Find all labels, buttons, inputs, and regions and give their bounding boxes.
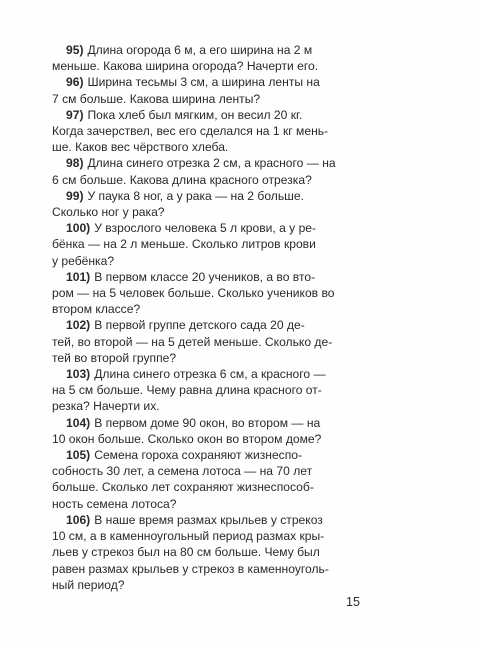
problem-text: Ширина тесьмы 3 см, а ширина ленты на [87,75,320,90]
problem-line: собность 30 лет, а семена лотоса — на 70 лет [52,464,313,479]
problem-line: ше. Каков вес чёрствого хлеба. [52,140,229,155]
problem-number: 103) [66,367,91,382]
problem-first-line [52,317,368,333]
problem-item [52,366,368,415]
problem-line: ный период? [52,577,125,592]
problem-text: В наше время размах крыльев у стрекоз [94,512,323,527]
problem-line: у ребёнка? [52,253,115,268]
problem-number: 95) [66,43,84,57]
problem-first-line [52,366,368,382]
problem-text: В первом доме 90 окон, во втором — на [94,415,321,430]
problem-first-line [52,107,368,123]
problem-line: на 5 см больше. Чему равна длина красного от- [52,383,322,398]
problem-number: 101) [66,269,91,284]
problem-item [52,512,368,593]
problem-text: Длина синего отрезка 6 см, а красного — [94,367,326,382]
problem-item [52,447,368,512]
problem-first-line [52,512,368,528]
problem-number: 97) [66,107,84,122]
problem-line: больше. Сколько лет сохраняют жизнеспособ- [52,480,314,495]
problem-line: 10 см, а в каменноугольный период размах кры- [52,529,325,544]
problem-line: 6 см больше. Какова длина красного отрезка? [52,172,312,187]
problem-first-line [52,155,368,171]
problem-number: 104) [66,415,91,430]
problem-text: У взрослого человека 5 л крови, а у ре- [94,221,317,236]
problem-item [52,74,368,106]
problem-line: льев у стрекоз был на 80 см больше. Чему был [52,545,320,560]
problem-item [52,42,368,74]
problem-line: резка? Начерти их. [52,399,160,414]
problem-line: ром — на 5 человек больше. Сколько учеников во [52,286,335,301]
problem-text: Пока хлеб был мягким, он весил 20 кг. [87,107,303,122]
problem-text: Длина синего отрезка 2 см, а красного — на [87,156,336,171]
problem-number: 105) [66,448,91,463]
problem-line: Когда зачерствел, вес его сделался на 1 кг мень- [52,124,329,139]
problem-number: 100) [66,221,91,236]
problem-item [52,188,368,220]
problem-first-line [52,42,368,58]
problem-text: Семена гороха сохраняют жизнеспо- [94,448,303,463]
problem-first-line [52,74,368,90]
problem-first-line [52,415,368,431]
problem-number: 99) [66,188,84,203]
problem-line: равен размах крыльев у стрекоз в каменноуголь- [52,561,329,576]
problem-line: втором классе? [52,302,141,317]
problem-text: В первой группе детского сада 20 де- [94,318,305,333]
problem-text: У паука 8 ног, а у рака — на 2 больше. [87,188,304,203]
problem-line: Сколько ног у рака? [52,205,165,220]
problem-line: ность семена лотоса? [52,496,177,511]
problem-item [52,107,368,156]
problem-line: бёнка — на 2 л меньше. Сколько литров крови [52,237,316,252]
problem-text: Длина огорода 6 м, а его ширина на 2 м [87,43,313,57]
problem-number: 98) [66,156,84,171]
problem-line: 10 окон больше. Сколько окон во втором доме? [52,431,322,446]
problem-first-line [52,220,368,236]
problem-item [52,269,368,318]
problem-number: 106) [66,512,91,527]
problem-item [52,415,368,447]
problem-number: 96) [66,75,84,90]
problem-item [52,155,368,187]
problem-item [52,220,368,269]
problem-list [52,42,368,593]
problem-first-line [52,269,368,285]
problem-text: В первом классе 20 учеников, а во вто- [94,269,316,284]
problem-first-line [52,447,368,463]
problem-item [52,317,368,366]
problem-number: 102) [66,318,91,333]
problem-first-line [52,188,368,204]
problem-line: тей, во второй — на 5 детей меньше. Сколько де- [52,334,333,349]
page-number: 15 [346,595,360,609]
problem-line: меньше. Какова ширина огорода? Начерти его. [52,59,319,74]
problem-line: 7 см больше. Какова ширина ленты? [52,91,261,106]
problem-line: тей во второй группе? [52,350,177,365]
